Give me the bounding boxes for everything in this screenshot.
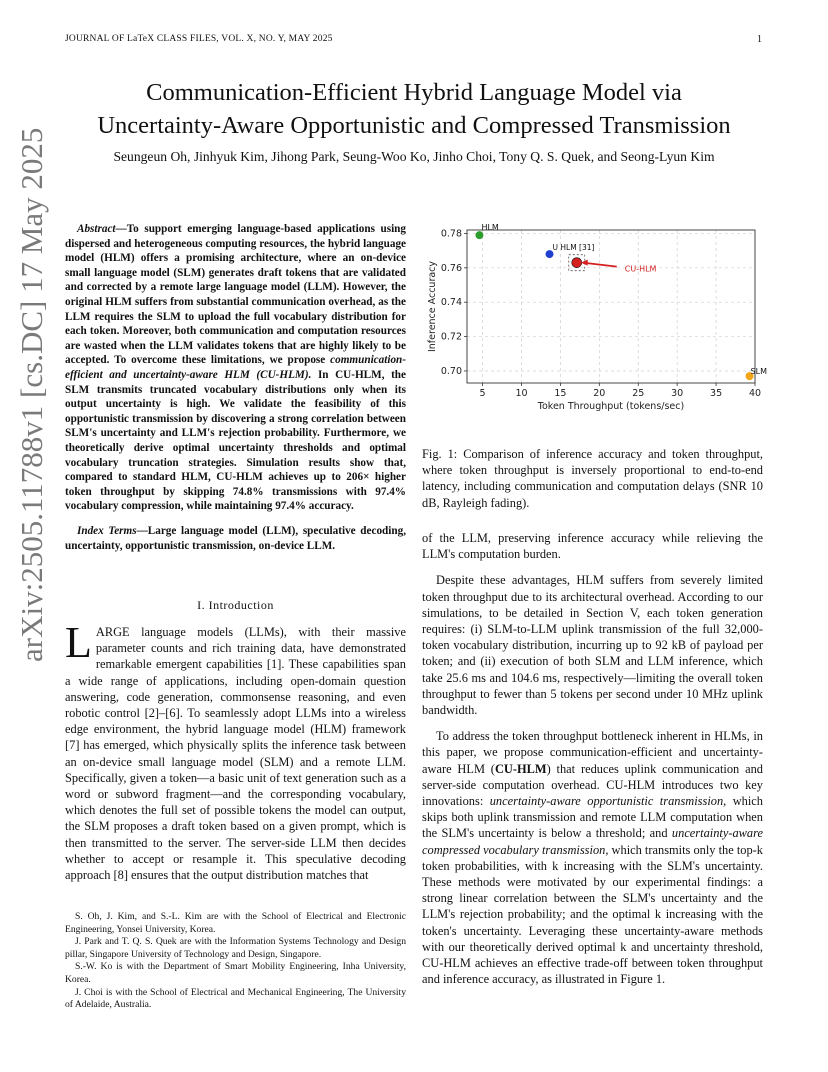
y-tick-label: 0.72 (440, 331, 462, 343)
point-label-u-hlm: U HLM [31] (552, 243, 595, 253)
plot-frame (467, 230, 755, 383)
running-header: JOURNAL OF LaTeX CLASS FILES, VOL. X, NO. Y, MAY 2025 (65, 34, 333, 44)
y-tick-label: 0.70 (440, 365, 462, 377)
affiliation-footnotes (65, 911, 406, 1012)
point-label-hlm: HLM (481, 223, 499, 233)
index-terms-text: —Large language model (LLM), speculative decoding, uncertainty, opportunistic transmission, on-device LLM. (65, 525, 406, 552)
y-tick-label: 0.74 (440, 297, 462, 309)
x-tick-label: 15 (554, 388, 567, 399)
drop-cap: L (65, 618, 92, 667)
point-label-cu-hlm: CU-HLM (624, 264, 657, 274)
author-list: Seungeun Oh, Jinhyuk Kim, Jihong Park, Seung-Woo Ko, Jinho Choi, Tony Q. S. Quek, and Seong-Lyun Kim (113, 149, 715, 164)
abstract (65, 222, 406, 514)
data-point-cu-hlm (572, 258, 582, 268)
point-label-slm: SLM (750, 367, 767, 377)
section-heading-introduction: I. Introduction (197, 598, 274, 612)
right-column (422, 0, 767, 1072)
introduction-body (65, 618, 406, 883)
y-tick-label: 0.76 (440, 262, 462, 274)
footnote-2: J. Park and T. Q. S. Quek are with the Information Systems Technology and Design pillar, Singapore University of Technology and Design, Singapore. (65, 936, 406, 960)
abstract-emphasis: communication-efficient and uncertainty-aware HLM (CU-HLM). (65, 354, 406, 381)
x-tick-label: 10 (515, 388, 528, 399)
proposal-text-c: ) that reduces uplink communication and server-side computation overhead. CU-HLM introduces two key innovations: (422, 761, 763, 809)
x-tick-label: 25 (632, 388, 645, 399)
scatter-chart (422, 222, 767, 412)
x-tick-label: 5 (479, 388, 486, 399)
proposal-text-a: To address the token throughput bottleneck inherent in HLMs, in this paper, we propose communication-efficient and uncertainty-aware HLM ( (422, 729, 763, 776)
abstract-text-2: In CU-HLM, the SLM transmits truncated vocabulary distributions only when its output uncertainty is high. We validate the feasibility of this opportunistic transmission by discovering a strong correlation between SLM's uncertainty and LLM's rejection probability. Furthermore, we theoretically derive optimal uncertainty thresholds and optimal vocabulary truncation strategies. Simulation results show that, compared to standard HLM, CU-HLM achieves up to 206× higher token throughput by skipping 74.8% transmissions with 97.4% vocabulary compression, while maintaining 97.4% accuracy. (65, 368, 406, 513)
y-tick-label: 0.78 (440, 228, 462, 240)
proposal-text-e: , which skips both uplink transmission and remote LLM computation when the SLM's uncertainty is below a threshold; and (422, 794, 763, 841)
page-number: 1 (757, 34, 762, 45)
proposal-emphasis-1: uncertainty-aware opportunistic transmission (489, 794, 724, 809)
introduction-text: ARGE language models (LLMs), with their massive parameter counts and rich training data, have demonstrated remarkable emergent capabilities [1]. These capabilities span a wide range of applications, including open-domain question answering, code generation, commonsense reasoning, and even robotic control [2]–[6]. To seamlessly adopt LLMs into a wireless edge environment, the hybrid language model (HLM) framework [7] has emerged, which physically splits the inference task between an on-device small language model (SLM) and a remote LLM. Specifically, given a token—a basic unit of text generation such as a word or subword fragment—and the corresponding vocabulary, which denotes the full set of possible tokens the model can output, the SLM proposes a draft token based on a given prompt, which is then transmitted to the server. The server-side LLM then decides whether to accept or resample it. This speculative decoding approach [8] ensures that the output distribution matches that (65, 625, 406, 883)
proposal-text-g: , which transmits only the top-k token probabilities, with k increasing with the SLM's uncertainty. These methods were motivated by our experimental findings: a strong linear correlation between the SLM's uncertainty and the LLM's rejection probability; and the optimal k increasing with the token's uncertainty. Leveraging these uncertainty-aware methods with our theoretically derived optimal k and uncertainty threshold, CU-HLM achieves an effective trade-off between token throughput and inference accuracy, as illustrated in Figure 1. (422, 842, 763, 987)
title-line-1: Communication-Efficient Hybrid Language Model via (146, 79, 682, 106)
footnote-4: J. Choi is with the School of Electrical and Mechanical Engineering, The University of Adelaide, Australia. (65, 986, 406, 1011)
x-axis-label: Token Throughput (tokens/sec) (537, 401, 685, 412)
x-tick-label: 30 (671, 388, 684, 399)
cu-hlm-arrowhead (581, 260, 588, 266)
footnote-3: S.-W. Ko is with the Department of Smart Mobility Engineering, Inha University, Korea. (65, 961, 406, 985)
cu-hlm-arrow (583, 263, 617, 267)
title-line-2: Uncertainty-Aware Opportunistic and Compressed Transmission (97, 112, 731, 139)
index-terms (65, 524, 406, 553)
right-column-body (422, 530, 763, 997)
footnote-1: S. Oh, J. Kim, and S.-L. Kim are with the School of Electrical and Electronic Engineering, Yonsei University, Korea. (65, 911, 406, 935)
index-terms-lead: Index Terms (77, 525, 137, 537)
x-tick-label: 40 (748, 388, 762, 399)
paragraph-overhead: Despite these advantages, HLM suffers from severely limited token throughput due to its architectural overhead. According to our simulations, to be detailed in Section V, each token generation requires: (i) SLM-to-LLM uplink transmission of the full 32,000-token vocabulary distribution, incurring up to 92 kB of payload per token; and (ii) execution of both SLM and LLM inference, which take 25.6 ms and 104.6 ms, respectively—limiting the overall token throughput to fewer than 5 tokens per second under 10 MHz uplink bandwidth. (422, 573, 763, 718)
paragraph-continuation: of the LLM, preserving inference accuracy while relieving the LLM's computation burden. (422, 531, 763, 562)
proposal-emphasis-2: uncertainty-aware compressed vocabulary transmission (422, 826, 763, 857)
x-tick-label: 35 (710, 388, 723, 399)
abstract-lead: Abstract (77, 223, 116, 235)
left-column (65, 0, 406, 1072)
data-point-hlm (475, 231, 483, 239)
y-axis-label: Inference Accuracy (427, 260, 438, 353)
paragraph-proposal (422, 728, 763, 987)
figure-1 (422, 222, 767, 412)
figure-caption: Fig. 1: Comparison of inference accuracy and token throughput, where token throughput is inversely proportional to end-to-end latency, including communication and computation delays (SNR 10 dB, Rayleigh fading). (422, 447, 763, 510)
x-tick-label: 20 (593, 388, 606, 399)
abstract-text-1: —To support emerging language-based applications using dispersed and heterogeneous computing resources, the hybrid language model (HLM) offers a promising architecture, where an on-device small language model (SLM) generates draft tokens that are validated and corrected by a remote large language model (LLM). However, the original HLM suffers from substantial communication overhead, as the LLM requires the SLM to upload the full vocabulary distribution for each token. Moreover, both communication and computation resources are wasted when the LLM validates tokens that are highly likely to be accepted. To overcome these limitations, we propose (65, 223, 406, 367)
proposal-bold-name: CU-HLM (494, 761, 547, 776)
arxiv-identifier: arXiv:2505.11788v1 [cs.DC] 17 May 2025 (14, 127, 49, 662)
